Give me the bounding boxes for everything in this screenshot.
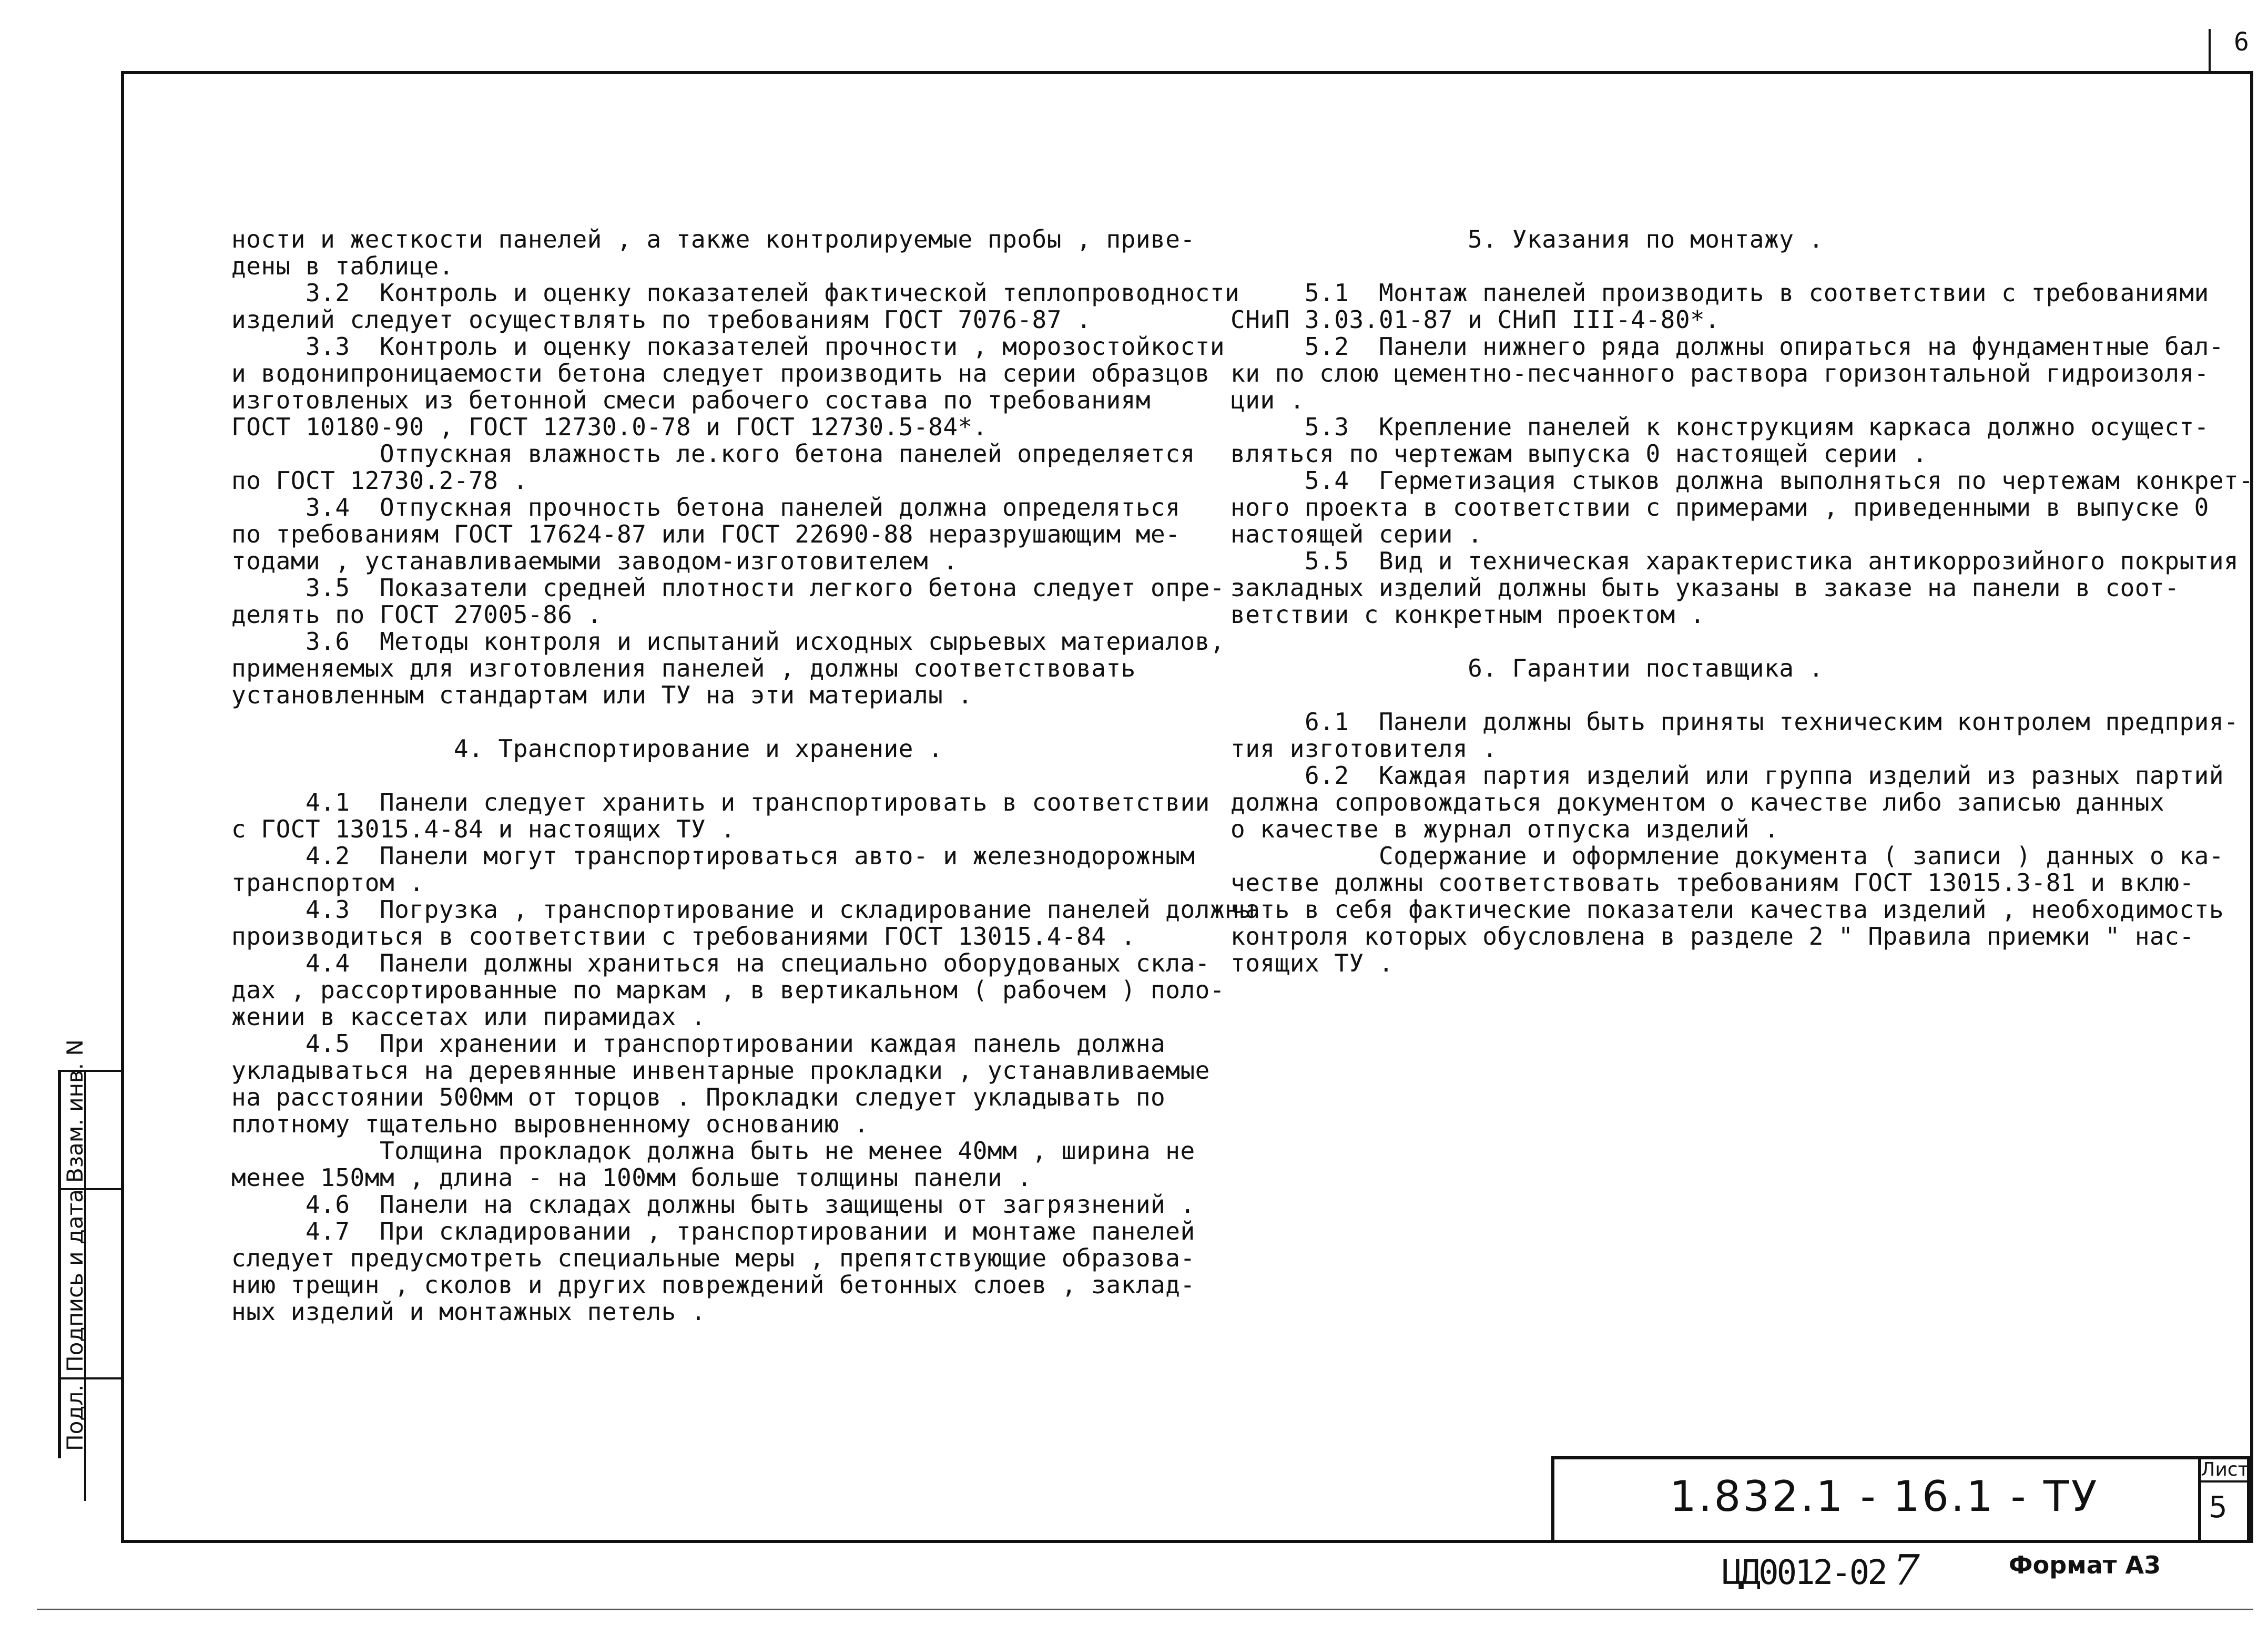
text-line: 5.5 Вид и техническая характеристика антикоррозийного покрытия xyxy=(1230,547,2239,575)
text-line: 6.2 Каждая партия изделий или группа изделий из разных партий xyxy=(1230,761,2224,790)
text-line: 4.1 Панели следует хранить и транспортировать в соответствии xyxy=(231,788,1210,816)
text-line: ГОСТ 10180-90 , ГОСТ 12730.0-78 и ГОСТ 12730.5-84*. xyxy=(231,413,988,441)
text-line: тия изготовителя . xyxy=(1230,734,1498,763)
text-line: 4.3 Погрузка , транспортирование и складирование панелей должны xyxy=(231,895,1255,924)
text-line: 5. Указания по монтажу . xyxy=(1230,225,1824,253)
sidebar-field-inv: Взам. инв. N xyxy=(62,1039,88,1183)
text-line: менее 150мм , длина - на 100мм больше толщины панели . xyxy=(231,1163,1032,1192)
text-line: следует предусмотреть специальные меры , препятствующие образова- xyxy=(231,1244,1195,1272)
text-line xyxy=(231,762,1254,789)
bottom-rule xyxy=(37,1609,2253,1610)
text-line: 5.1 Монтаж панелей производить в соответствии с требованиями xyxy=(1230,279,2209,307)
text-line xyxy=(1230,628,2253,655)
text-line: должна сопровождаться документом о качестве либо записью данных xyxy=(1230,788,2165,816)
text-line: СНиП 3.03.01-87 и СНиП III-4-80*. xyxy=(1230,305,1720,334)
text-line: нию трещин , сколов и других повреждений бетонных слоев , заклад- xyxy=(231,1271,1195,1299)
text-line: изделий следует осуществлять по требованиям ГОСТ 7076-87 . xyxy=(231,305,1092,334)
text-line: применяемых для изготовления панелей , должны соответствовать xyxy=(231,654,1136,682)
text-line: 4.4 Панели должны храниться на специально оборудованых скла- xyxy=(231,949,1210,977)
text-line: плотному тщательно выровненному основанию . xyxy=(231,1110,869,1138)
archive-code: ЦД0012-02 xyxy=(1722,1553,1886,1592)
text-line: делять по ГОСТ 27005-86 . xyxy=(231,600,602,629)
text-line: 4.2 Панели могут транспортироваться авто- и железнодорожным xyxy=(231,842,1195,870)
text-line: 6. Гарантии поставщика . xyxy=(1230,654,1824,682)
text-line: укладываться на деревянные инвентарные прокладки , устанавливаемые xyxy=(231,1056,1210,1085)
text-line: транспортом . xyxy=(231,868,424,897)
text-line: ветствии с конкретным проектом . xyxy=(1230,600,1705,629)
text-line: 4.5 При хранении и транспортировании каждая панель должна xyxy=(231,1029,1166,1058)
text-line: вляться по чертежам выпуска 0 настоящей серии . xyxy=(1230,439,1928,468)
text-line: 3.3 Контроль и оценку показателей прочности , морозостойкости xyxy=(231,332,1225,361)
text-line: дах , рассортированные по маркам , в вертикальном ( рабочем ) поло- xyxy=(231,976,1225,1004)
text-line: ки по слою цементно-песчанного раствора горизонтальной гидроизоля- xyxy=(1230,359,2209,387)
text-line: 6.1 Панели должны быть приняты техническим контролем предприя- xyxy=(1230,708,2239,736)
text-line: закладных изделий должны быть указаны в заказе на панели в соот- xyxy=(1230,574,2180,602)
text-line: 3.2 Контроль и оценку показателей фактической теплопроводности xyxy=(231,279,1240,307)
text-line: 5.2 Панели нижнего ряда должны опираться на фундаментные бал- xyxy=(1230,332,2224,361)
text-line: чать в себя фактические показатели качества изделий , необходимость xyxy=(1230,895,2224,924)
text-line: дены в таблице. xyxy=(231,252,454,280)
text-line xyxy=(1230,253,2253,280)
corner-page-number: 6 xyxy=(2234,27,2249,57)
text-line: тодами , устанавливаемыми заводом-изготовителем . xyxy=(231,547,958,575)
text-line: ции . xyxy=(1230,386,1305,414)
text-line: изготовленых из бетонной смеси рабочего состава по требованиям xyxy=(231,386,1151,414)
text-line: производиться в соответствии с требованиями ГОСТ 13015.4-84 . xyxy=(231,922,1136,950)
text-line: тоящих ТУ . xyxy=(1230,949,1394,977)
text-line: 3.4 Отпускная прочность бетона панелей должна определяться xyxy=(231,493,1181,522)
text-line: по требованиям ГОСТ 17624-87 или ГОСТ 22690-88 неразрушающим ме- xyxy=(231,520,1181,548)
text-line: 3.5 Показатели средней плотности легкого бетона следует опре- xyxy=(231,574,1225,602)
text-line: жении в кассетах или пирамидах . xyxy=(231,1003,706,1031)
text-line: установленным стандартам или ТУ на эти материалы . xyxy=(231,681,973,709)
format-label: Формат А3 xyxy=(2009,1551,2161,1579)
text-line: и водонипроницаемости бетона следует производить на серии образцов xyxy=(231,359,1210,387)
text-line: 4. Транспортирование и хранение . xyxy=(231,734,943,763)
frame-top-border xyxy=(121,71,2253,74)
document-designation: 1.832.1 - 16.1 - ТУ xyxy=(1670,1472,2099,1521)
left-text-column xyxy=(231,226,1254,1325)
text-line: честве должны соответствовать требованиям ГОСТ 13015.3-81 и вклю- xyxy=(1230,868,2194,897)
text-line: на расстоянии 500мм от торцов . Прокладки следует укладывать по xyxy=(231,1083,1166,1111)
sidebar-field-podl: Подл. xyxy=(62,1384,88,1451)
sidebar-field-sign: Подпись и дата xyxy=(62,1189,88,1372)
sheet-label: Лист xyxy=(2201,1459,2249,1483)
sheet-number: 5 xyxy=(2209,1490,2228,1525)
text-line: 4.6 Панели на складах должны быть защищены от загрязнений . xyxy=(231,1190,1195,1219)
text-line: с ГОСТ 13015.4-84 и настоящих ТУ . xyxy=(231,815,736,843)
text-line: 4.7 При складировании , транспортировании и монтаже панелей xyxy=(231,1217,1195,1245)
text-line: ных изделий и монтажных петель . xyxy=(231,1297,706,1326)
text-line xyxy=(1230,682,2253,709)
text-line: Отпускная влажность ле.кого бетона панелей определяется xyxy=(231,439,1195,468)
text-line: Толщина прокладок должна быть не менее 40мм , ширина не xyxy=(231,1137,1195,1165)
text-line: 3.6 Методы контроля и испытаний исходных сырьевых материалов, xyxy=(231,627,1225,656)
text-line: настоящей серии . xyxy=(1230,520,1483,548)
text-line: о качестве в журнал отпуска изделий . xyxy=(1230,815,1779,843)
text-line: Содержание и оформление документа ( записи ) данных о ка- xyxy=(1230,842,2224,870)
archive-code-number: 7 xyxy=(1893,1546,1920,1594)
text-line: по ГОСТ 12730.2-78 . xyxy=(231,466,528,495)
text-line xyxy=(231,709,1254,735)
text-line: 5.3 Крепление панелей к конструкциям каркаса должно осущест- xyxy=(1230,413,2209,441)
corner-tick xyxy=(2209,29,2211,71)
text-line: ности и жесткости панелей , а также контролируемые пробы , приве- xyxy=(231,225,1195,253)
text-line: ного проекта в соответствии с примерами , приведенными в выпуске 0 xyxy=(1230,493,2209,522)
text-line: 5.4 Герметизация стыков должна выполняться по чертежам конкрет- xyxy=(1230,466,2254,495)
right-text-column xyxy=(1230,226,2253,977)
sidebar-separator-2 xyxy=(58,1377,121,1379)
text-line: контроля которых обусловлена в разделе 2 " Правила приемки " нас- xyxy=(1230,922,2194,950)
